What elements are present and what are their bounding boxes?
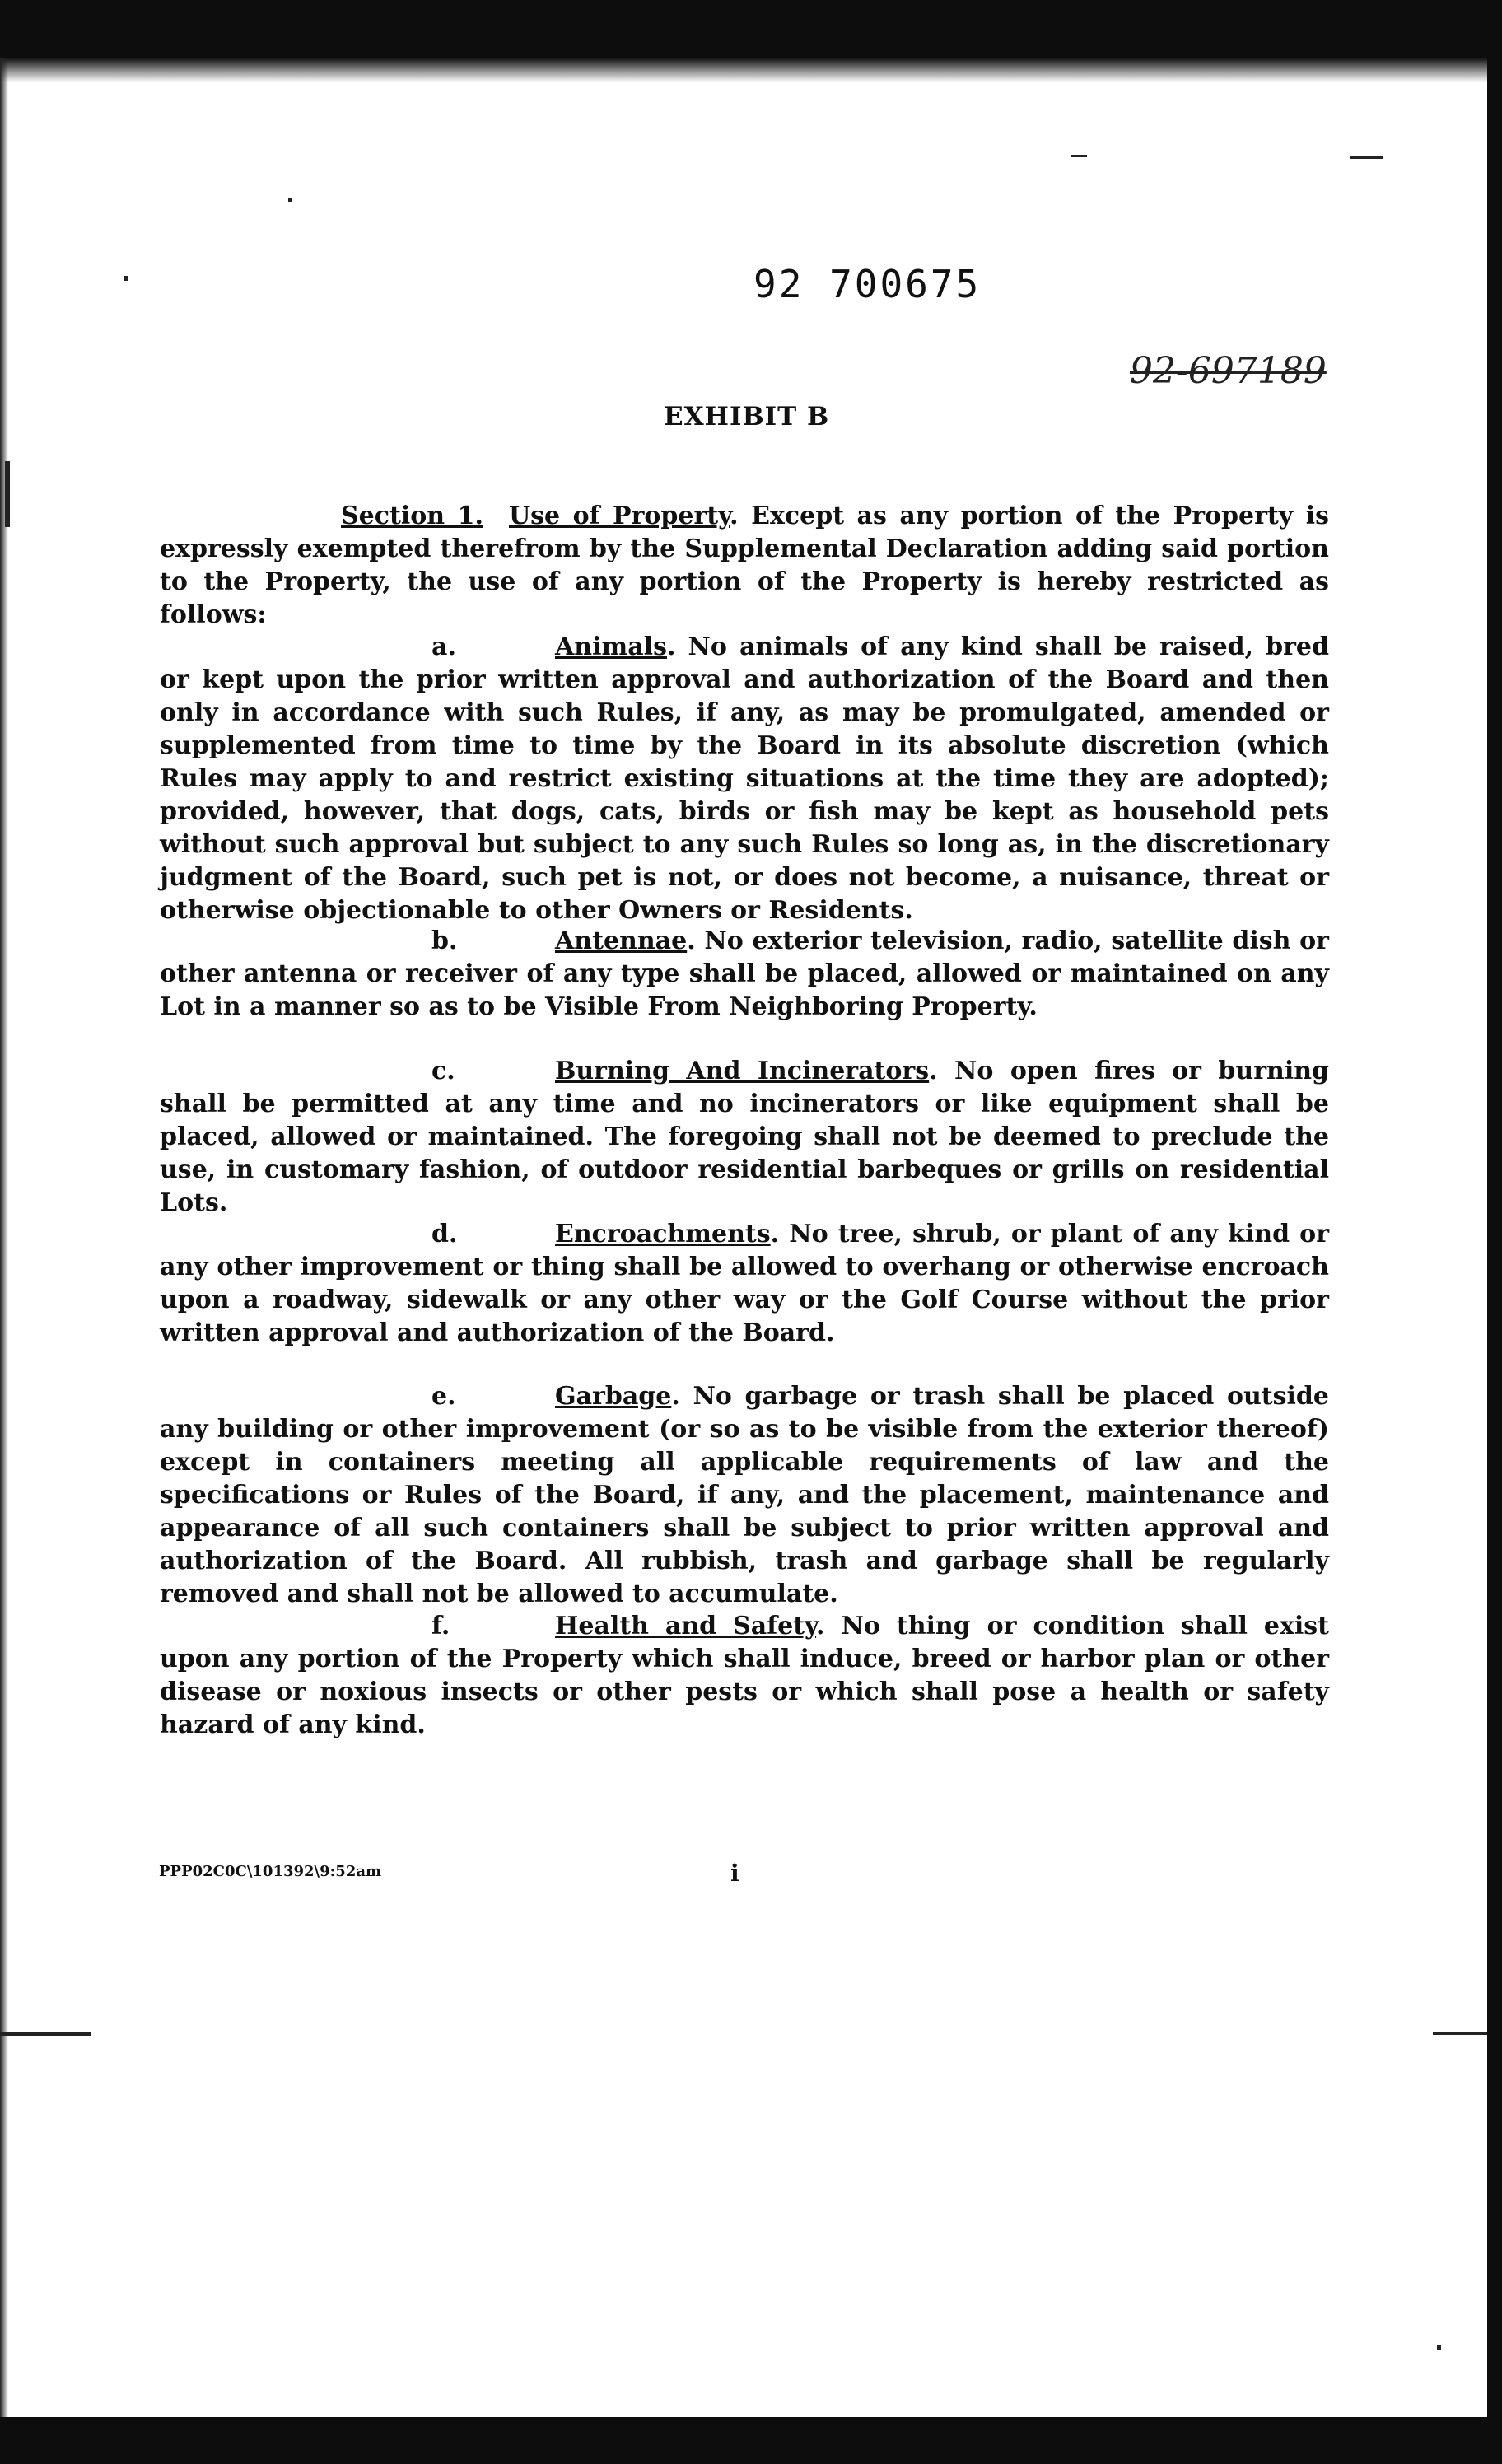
scan-speck xyxy=(1433,2032,1487,2035)
item-body: . No open fires or burning shall be permitted at any time and no incinerators or like equipment shall be placed, allowed or maintained. The foregoing shall not be deemed to preclude the use, in customary fashion, of outdoor residential barbeques or grills on residential Lots. xyxy=(160,1057,1330,1217)
scan-border-top xyxy=(0,0,1502,58)
item-heading: Encroachments xyxy=(555,1220,771,1248)
scan-speck xyxy=(1071,155,1087,157)
scan-border-bottom xyxy=(0,2417,1502,2464)
paragraph-antennae xyxy=(160,925,1329,1024)
paragraph-health-safety xyxy=(160,1610,1329,1742)
scan-speck xyxy=(0,2032,91,2036)
scan-border-left xyxy=(0,58,8,2417)
scan-border-fade xyxy=(0,58,1502,82)
item-letter: d. xyxy=(431,1220,458,1248)
paragraph-garbage xyxy=(160,1380,1329,1611)
scan-speck xyxy=(1437,2345,1441,2350)
item-heading: Burning And Incinerators xyxy=(555,1057,930,1085)
item-letter: b. xyxy=(431,926,458,955)
paragraph-animals xyxy=(160,631,1329,927)
item-body: . No tree, shrub, or plant of any kind or any other improvement or thing shall be allowed to overhang or otherwise encroach upon a roadway, sidewalk or any other way or the Golf Course without the prior written approval and authorization of the Board. xyxy=(160,1220,1329,1347)
paragraph-burning xyxy=(160,1055,1329,1220)
section-body: . Except as any portion of the Property is expressly exempted therefrom by the Supplemental Declaration adding said portion to the Property, the use of any portion of the Property is hereby restricted as follows: xyxy=(160,502,1329,629)
item-letter: a. xyxy=(431,632,456,661)
item-heading: Garbage xyxy=(555,1382,672,1411)
struck-out-number: 92-697189 xyxy=(1130,350,1327,392)
section-label: Section 1. xyxy=(341,502,483,530)
footer-document-code: PPP02C0C\101392\9:52am xyxy=(159,1863,382,1880)
item-heading: Animals xyxy=(555,632,667,661)
recording-number: 92 700675 xyxy=(753,262,982,306)
item-letter: e. xyxy=(431,1382,456,1411)
section-heading: Use of Property xyxy=(508,502,730,530)
scan-speck xyxy=(124,276,128,281)
item-letter: c. xyxy=(431,1057,455,1085)
item-body: . No garbage or trash shall be placed outside any building or other improvement (or so as to be visible from the exterior thereof) except in containers meeting all applicable requirements of law and the specifications or Rules of the Board, if any, and the placement, maintenance and appearance of all such containers shall be subject to prior written approval and authorization of the Board. All rubbish, trash and garbage shall be regularly removed and shall not be allowed to accumulate. xyxy=(160,1382,1329,1608)
scan-border-right xyxy=(1487,58,1502,2417)
item-heading: Antennae xyxy=(555,926,688,955)
exhibit-title: EXHIBIT B xyxy=(664,402,830,432)
item-body: . No exterior television, radio, satellite dish or other antenna or receiver of any type shall be placed, allowed or maintained on any Lot in a manner so as to be Visible From Neighboring Property. xyxy=(160,926,1329,1021)
item-body: . No animals of any kind shall be raised, bred or kept upon the prior written approval and authorization of the Board and then only in accordance with such Rules, if any, as may be promulgated, amended or supplemented from time to time by the Board in its absolute discretion (which Rules may apply to and restrict existing situations at the time they are adopted); provided, however, that dogs, cats, birds or fish may be kept as household pets without such approval but subject to any such Rules so long as, in the discretionary judgment of the Board, such pet is not, or does not become, a nuisance, threat or otherwise objectionable to other Owners or Residents. xyxy=(160,632,1329,925)
page-number: i xyxy=(730,1860,739,1887)
item-heading: Health and Safety xyxy=(555,1612,817,1640)
scan-speck xyxy=(1350,156,1383,159)
item-letter: f. xyxy=(431,1612,450,1640)
scan-speck xyxy=(288,198,292,202)
paragraph-encroachments xyxy=(160,1218,1329,1350)
scan-speck xyxy=(5,461,10,527)
item-body: . No thing or condition shall exist upon any portion of the Property which shall induce, breed or harbor plan or other disease or noxious insects or other pests or which shall pose a health or safety hazard of any kind. xyxy=(160,1612,1329,1739)
section-1-paragraph xyxy=(160,500,1329,632)
